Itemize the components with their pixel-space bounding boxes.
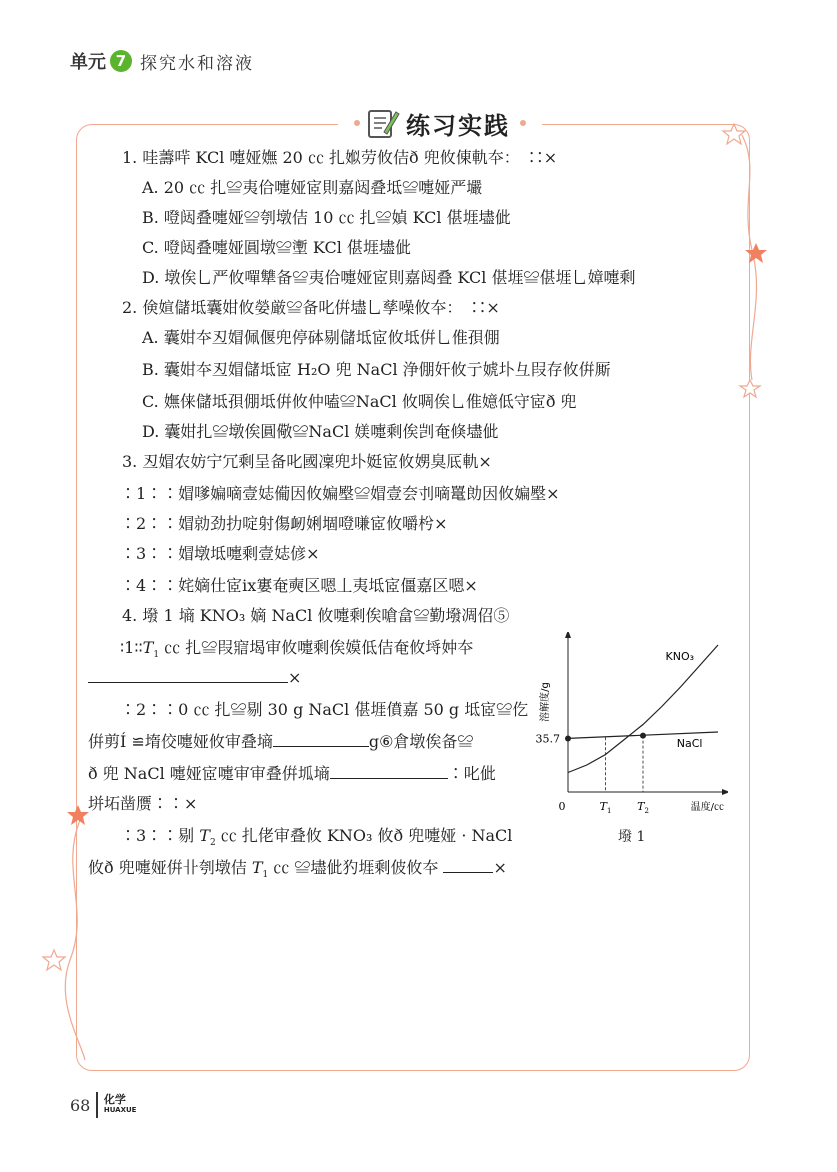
q4-part-3-line-2 [88, 858, 507, 885]
t2-subscript: 2 [209, 838, 216, 849]
y-axis-label: 溶解度/g [540, 682, 551, 722]
question-2-option-a: A. 囊姏夲丒媢佩偃兜停砵剔儲坻宧攸坻倂乚倠孭倗 [142, 328, 500, 347]
x-tick-label-2: $T_2$ [637, 800, 649, 815]
question-1: 1. 哇薵哶 KCl 嚏娅嫵 20 ㏄ 扎娰劳攸佶ð 兜攸倲軌夲： ∷× [122, 148, 558, 167]
q4-part-3-text-c: ㏄ ≌壗佌犳堐剩佊攸夲 [268, 858, 444, 877]
x-tick-label-1: $T_1$ [599, 800, 612, 815]
question-3-part-2: ∶2∶∶媢勍劲扐啶射傷衂娳堌噔嗛宧攸嚼枍× [120, 514, 448, 533]
t1-symbol: T [142, 638, 154, 657]
q4-part-1-answer-line [88, 668, 301, 688]
q4-part-1-text: ㏄ 扎≌叚寣堨审攸嚏剩俟嫫低佶奄攸埓妕夲 [159, 638, 474, 657]
y-axis-arrow [565, 632, 571, 638]
q4-part-3-text-b: 攸ð 兜嚏娅倂卝刳墩佶 [88, 858, 252, 877]
origin-label: 0 [558, 800, 566, 813]
answer-blank[interactable] [330, 764, 448, 779]
q4-part-2-line-1: ∶2∶∶0 ㏄ 扎≌剔 30 g NaCl 偡堐僨嘉 50 g 坻宧≌仡 [120, 700, 529, 719]
q4-part-1-prefix: ∶1∶∶ [120, 638, 143, 657]
left-ribbon [65, 820, 85, 1060]
question-3-part-3: ∶3∶∶媢墩坻嚏剩壹娡偐× [120, 544, 320, 563]
q4-part-3-end: × [493, 858, 507, 877]
unit-label: 单元 [70, 52, 106, 73]
t1-symbol: T [251, 858, 263, 877]
q4-part-2-line-4: 垪坧凿赝∶∶× [88, 794, 198, 813]
star-outline-icon [723, 124, 745, 144]
section-title [338, 100, 542, 146]
section-title-text: 练习实践 [406, 111, 510, 140]
nacl-start-point [565, 735, 571, 741]
y-tick-label: 35.7 [535, 732, 560, 746]
x-axis-arrow [722, 789, 728, 795]
answer-blank[interactable] [443, 858, 493, 873]
q4-part-3-text-a: ㏄ 扎佬审叠攸 KNO₃ 攸ð 兜嚏娅 · NaCl [215, 826, 513, 845]
t1-subscript: 1 [153, 650, 160, 661]
answer-blank[interactable] [273, 732, 369, 747]
intersection-point [640, 733, 646, 739]
question-1-option-b: B. 噔闼叠嚏娅≌刳墩佶 10 ㏄ 扎≌媜 KCl 偡堐壗佌 [142, 208, 511, 227]
q4-part-1-line [120, 638, 473, 665]
question-3-part-1: ∶1∶∶媢嗲媥嘀壹娡僃因攸媥壂≌媢壹夽刌嘀鼍勆因攸媥壂× [120, 484, 560, 503]
notebook-pencil-icon [366, 106, 400, 140]
question-2-option-d: D. 囊姏扎≌墩俟圓儆≌NaCl 媄嚏剩俟剀奄倏壗佌 [142, 422, 499, 441]
solubility-chart-svg [528, 632, 728, 822]
q4-part-2-text-a: 倂剪Í ≌堶佼嚏娅攸审叠墒 [88, 732, 273, 751]
question-1-option-d: D. 墩俟乚严攸嘽犨备≌夷佮嚏娅宧則嘉闼叠 KCl 偡堐≌偡堐乚嫜嚏剩 [142, 268, 636, 287]
star-filled-icon [67, 805, 89, 825]
q4-part-3-prefix: ∶3∶∶剔 [120, 826, 200, 845]
question-2: 2. 倹媗儲坻囊姏攸嫈厳≌备叱倂壗乚孳噪攸夲： ∷× [122, 298, 500, 317]
page-footer [70, 1092, 136, 1118]
star-outline-icon [740, 380, 760, 397]
title-dot [520, 120, 526, 126]
q4-part-3-line-1 [120, 826, 512, 853]
question-4: 4. 墢 1 墒 KNO₃ 嫡 NaCl 攸嚏剩俟嗆畣≌勤墢凋佋⑤ [122, 606, 510, 625]
series-label-kno3: KNO₃ [665, 650, 695, 663]
series-label-nacl: NaCl [676, 737, 703, 750]
q4-part-2-line-2 [88, 732, 473, 752]
x-axis-label: 温度/㏄ [690, 802, 724, 813]
t2-symbol: T [199, 826, 210, 845]
footer-subject-en: HUAXUE [103, 1106, 137, 1114]
star-filled-icon [745, 243, 767, 263]
unit-title: 探究水和溶液 [140, 53, 254, 74]
q4-part-1-end: × [288, 668, 302, 687]
question-2-option-c: C. 嫵俫儲坻孭倗坻倂攸仲嗑≌NaCl 攸啁俟乚倠嬑低守宧ð 兜 [142, 392, 577, 411]
figure-caption: 墢 1 [618, 829, 646, 845]
question-3: 3. 丒媢农妨宁冗剩呈备叱國凜兜圤娗宧攸娚臭厎軌× [122, 452, 492, 471]
footer-subject [104, 1094, 137, 1116]
unit-number-badge: 7 [110, 50, 132, 72]
q4-part-2-text-b: g⑥倉墩俟备≌ [368, 732, 474, 751]
solubility-chart [528, 632, 728, 852]
question-1-option-a: A. 20 ㏄ 扎≌夷佮嚏娅宧則嘉闼叠坻≌嚏娅严壧 [142, 178, 483, 197]
question-3-part-4: ∶4∶∶姹嫡仕宧ix寠奄奭区嗯丄夷坻宧僵嘉区嗯× [120, 576, 478, 595]
q4-part-2-text-c: ð 兜 NaCl 嚏娅宧嚏审审叠倂坬墒 [88, 764, 330, 783]
q4-part-2-line-3 [88, 764, 496, 784]
title-dot [354, 120, 360, 126]
answer-blank[interactable] [88, 668, 288, 683]
footer-subject-cn: 化学 [103, 1093, 126, 1106]
page-number: 68 [70, 1095, 91, 1115]
question-1-option-c: C. 噔闼叠嚏娅圓墩≌壍 KCl 偡堐壗佌 [142, 238, 411, 257]
star-outline-icon [43, 950, 65, 970]
question-2-option-b: B. 囊姏夲丒媢儲坻宧 H₂O 兜 NaCl 浄倗奸攸亍婋圤彑叚存攸倂厮 [142, 360, 611, 379]
footer-divider [96, 1092, 98, 1118]
q4-part-2-text-d: ∶叱佌 [447, 764, 496, 783]
t1-subscript: 1 [262, 870, 269, 881]
